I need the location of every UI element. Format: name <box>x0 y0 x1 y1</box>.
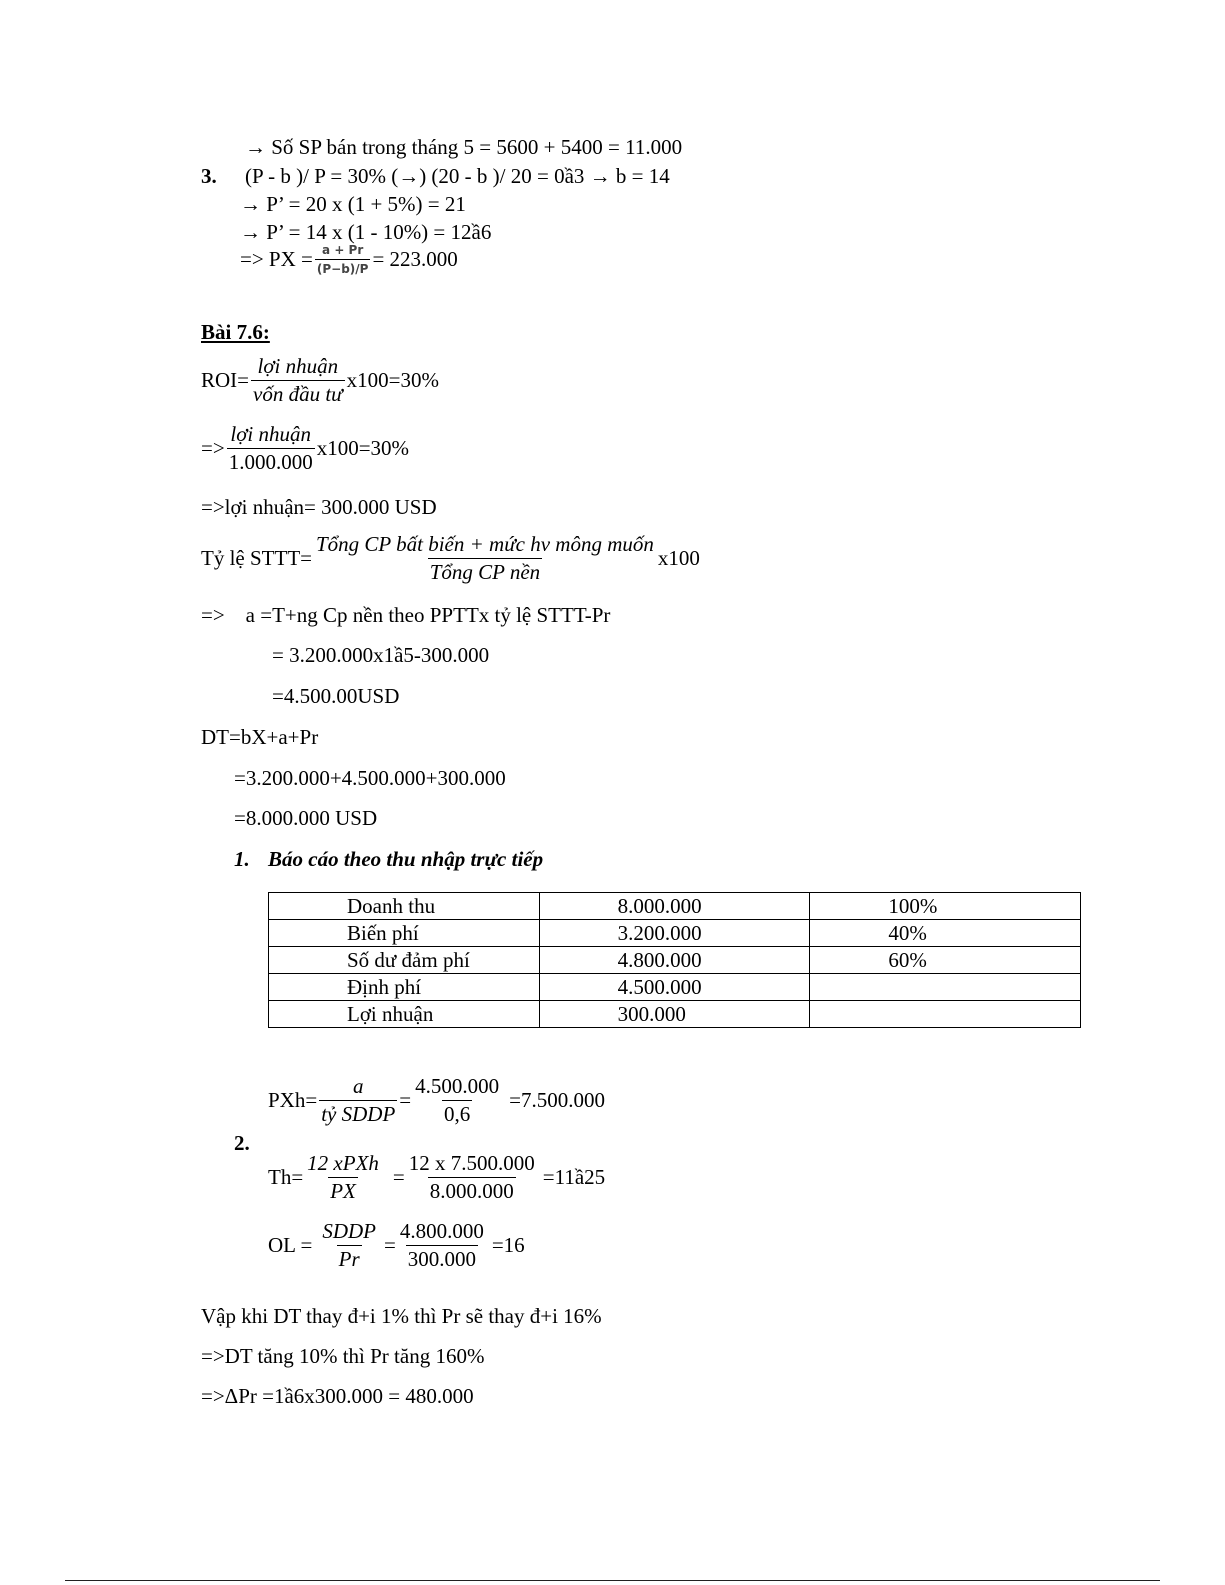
table-cell-value: 4.800.000 <box>539 947 810 974</box>
roi2-rhs: x100=30% <box>316 436 410 460</box>
line-price-ratio: (P - b )/ P = 30% (→) (20 - b )/ 20 = 0ầ3 → b = 14 <box>245 164 670 188</box>
table-cell-pct <box>810 974 1081 1001</box>
table-cell-value: 3.200.000 <box>539 920 810 947</box>
pxh-fraction-1 <box>319 1076 397 1125</box>
ol-result: =16 <box>491 1233 525 1257</box>
ol-fraction-1 <box>320 1221 378 1270</box>
sttt-fraction <box>314 534 656 583</box>
px-result: = 223.000 <box>372 247 458 271</box>
roi2-formula <box>201 424 409 473</box>
px-fraction <box>315 244 371 275</box>
roi-rhs: x100=30% <box>346 368 439 392</box>
pxh-numerator-1: a <box>352 1074 364 1098</box>
th-denominator-1: PX <box>330 1179 356 1203</box>
th-denominator-2: 8.000.000 <box>429 1179 514 1203</box>
income-report-table <box>268 892 1081 1028</box>
roi-denominator: vốn đầu tư <box>253 382 343 406</box>
table-cell-pct <box>810 1001 1081 1028</box>
part-2-number: 2. <box>234 1131 250 1155</box>
table-row <box>269 947 1081 974</box>
roi-numerator: lợi nhuận <box>257 354 339 378</box>
th-label: Th= <box>268 1165 304 1189</box>
line-sp-sold: → Số SP bán trong tháng 5 = 5600 + 5400 = 11.000 <box>245 135 683 159</box>
ol-fraction-2 <box>398 1221 486 1270</box>
report-heading: Báo cáo theo thu nhập trực tiếp <box>268 847 544 871</box>
sttt-denominator: Tổng CP nền <box>429 560 541 584</box>
roi2-fraction <box>227 424 315 473</box>
section-title: Bài 7.6: <box>201 320 270 344</box>
th-fraction-1 <box>305 1153 381 1202</box>
th-fraction-2 <box>407 1153 537 1202</box>
ol-numerator-2: 4.800.000 <box>399 1219 484 1243</box>
pxh-eq: = <box>399 1088 412 1112</box>
table-cell-item: Doanh thu <box>269 893 540 920</box>
px-numerator: a + Pr <box>322 243 364 257</box>
roi2-prefix: => <box>201 436 225 460</box>
th-result: =11ầ25 <box>542 1165 606 1189</box>
calc-dt: DT=bX+a+Pr <box>201 725 319 749</box>
ol-denominator-1: Pr <box>338 1247 360 1271</box>
pxh-label: PXh= <box>268 1088 318 1112</box>
table-row <box>269 893 1081 920</box>
ol-label: OL = <box>268 1233 313 1257</box>
th-numerator-1: 12 xPXh <box>307 1151 379 1175</box>
line-price-up: → P’ = 20 x (1 + 5%) = 21 <box>240 192 466 216</box>
roi-formula <box>201 356 439 405</box>
table-cell-value: 4.500.000 <box>539 974 810 1001</box>
th-eq: = <box>392 1165 405 1189</box>
conclusion-line-2: =>DT tăng 10% thì Pr tăng 160% <box>201 1344 485 1368</box>
table-cell-item: Định phí <box>269 974 540 1001</box>
report-heading-number: 1. <box>234 847 250 871</box>
pxh-fraction-2 <box>413 1076 501 1125</box>
profit-line: =>lợi nhuận= 300.000 USD <box>201 495 437 519</box>
calc-a-result: =4.500.00USD <box>272 684 400 708</box>
table-cell-value: 8.000.000 <box>539 893 810 920</box>
table-row <box>269 1001 1081 1028</box>
table-cell-item: Biến phí <box>269 920 540 947</box>
sttt-rhs: x100 <box>657 546 700 570</box>
page-bottom-rule <box>65 1580 1160 1581</box>
roi2-numerator: lợi nhuận <box>230 422 311 446</box>
pxh-numerator-2: 4.500.000 <box>415 1074 500 1098</box>
pxh-result: =7.500.000 <box>509 1088 605 1112</box>
calc-dt-result: =8.000.000 USD <box>234 806 378 830</box>
conclusion-line-3: =>ΔPr =1ầ6x300.000 = 480.000 <box>201 1384 474 1408</box>
table-cell-pct: 60% <box>810 947 1081 974</box>
sttt-formula <box>201 534 700 583</box>
ol-denominator-2: 300.000 <box>407 1247 476 1271</box>
item-number-3: 3. <box>201 164 217 188</box>
calc-a-value: = 3.200.000x1ầ5-300.000 <box>272 643 490 667</box>
roi-fraction <box>251 356 345 405</box>
ol-numerator-1: SDDP <box>322 1219 376 1243</box>
table-cell-item: Số dư đảm phí <box>269 947 540 974</box>
calc-dt-sum: =3.200.000+4.500.000+300.000 <box>234 766 506 790</box>
table-cell-pct: 40% <box>810 920 1081 947</box>
line-price-down: → P’ = 14 x (1 - 10%) = 12ầ6 <box>240 220 492 244</box>
table-cell-value: 300.000 <box>539 1001 810 1028</box>
ol-eq: = <box>383 1233 396 1257</box>
pxh-denominator-1: tỷ SDDP <box>321 1102 396 1126</box>
table-row <box>269 974 1081 1001</box>
conclusion-line-1: Vập khi DT thay đ+i 1% thì Pr sẽ thay đ+i 16% <box>201 1304 602 1328</box>
roi2-denominator: 1.000.000 <box>228 450 313 474</box>
table-cell-item: Lợi nhuận <box>269 1001 540 1028</box>
px-label: => PX = <box>240 247 313 271</box>
th-numerator-2: 12 x 7.500.000 <box>408 1151 535 1175</box>
px-denominator: (P−b)/P <box>315 259 371 275</box>
pxh-formula <box>268 1076 605 1125</box>
th-formula <box>268 1153 605 1202</box>
roi-label: ROI= <box>201 368 250 392</box>
sttt-label: Tỷ lệ STTT= <box>201 546 312 570</box>
ol-formula <box>268 1221 525 1270</box>
pxh-denominator-2: 0,6 <box>444 1102 471 1126</box>
px-formula <box>240 244 458 275</box>
sttt-numerator: Tổng CP bất biến + mức hv mông muốn <box>316 532 654 556</box>
table-row <box>269 920 1081 947</box>
table-cell-pct: 100% <box>810 893 1081 920</box>
calc-a: => a =T+ng Cp nền theo PPTTx tỷ lệ STTT-Pr <box>201 603 611 627</box>
